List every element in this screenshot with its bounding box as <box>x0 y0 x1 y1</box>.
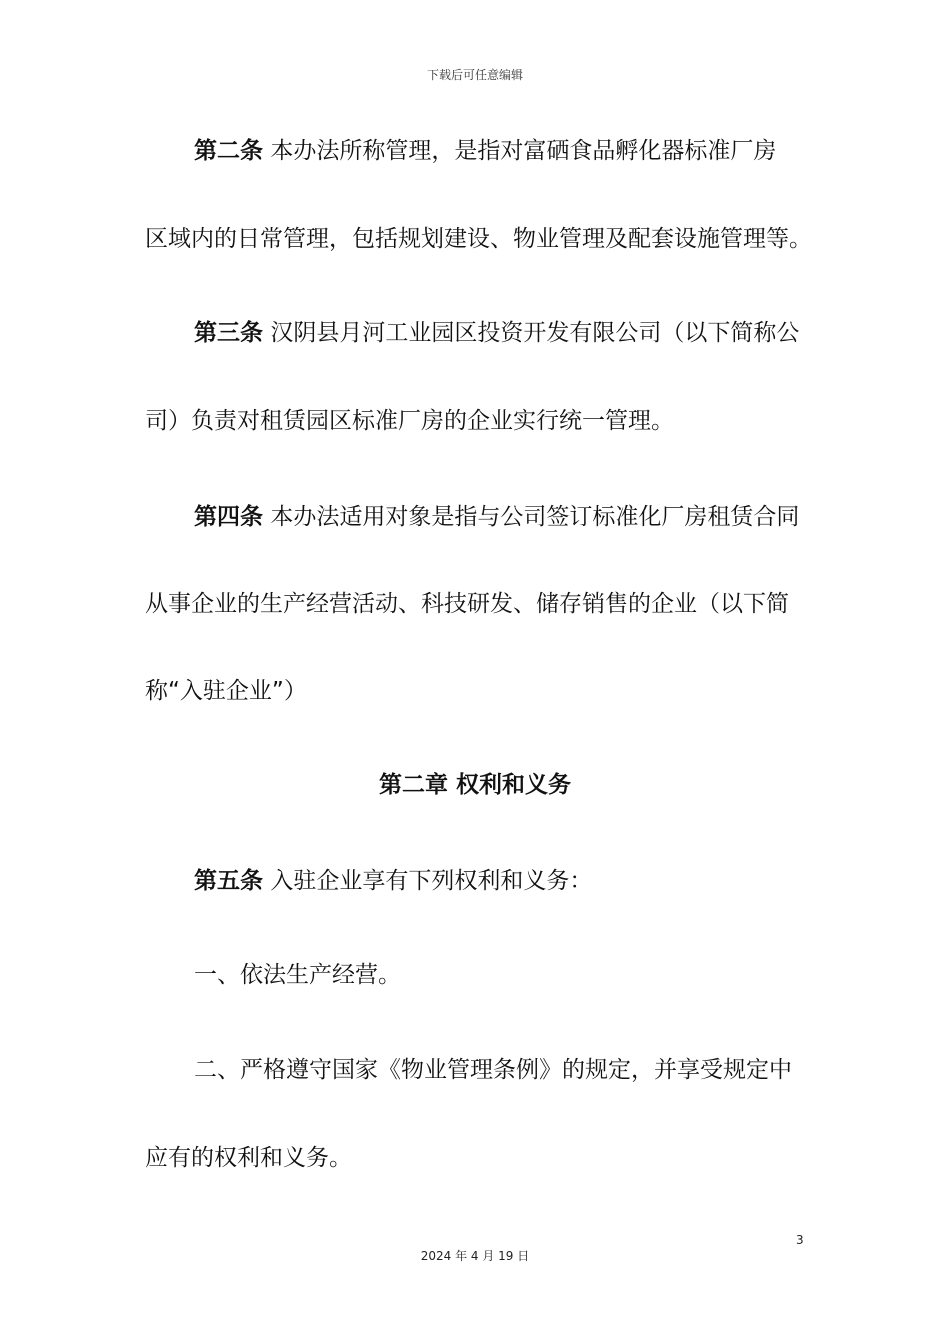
article-2-line-1 <box>194 136 776 166</box>
article-4-line-3: 称“入驻企业”） <box>145 678 307 704</box>
article-text: 本办法所称管理，是指对富硒食品孵化器标准厂房 <box>270 138 777 164</box>
article-4-line-2: 从事企业的生产经营活动、科技研发、储存销售的企业（以下简 <box>145 591 789 617</box>
article-5-line-1 <box>194 866 592 896</box>
page-number: 3 <box>796 1233 804 1247</box>
header-note: 下载后可任意编辑 <box>426 68 523 82</box>
article-3-line-2: 司）负责对租赁园区标准厂房的企业实行统一管理。 <box>145 408 674 434</box>
article-text: 本办法适用对象是指与公司签订标准化厂房租赁合同 <box>270 504 800 530</box>
item-2-line-2: 应有的权利和义务。 <box>145 1145 352 1171</box>
article-label: 第二条 <box>194 138 263 164</box>
article-3-line-1 <box>194 318 799 348</box>
article-text: 汉阴县月河工业园区投资开发有限公司（以下简称公 <box>270 320 800 346</box>
footer-date: 2024 年 4 月 19 日 <box>420 1249 530 1263</box>
article-label: 第四条 <box>194 504 263 530</box>
article-text: 入驻企业享有下列权利和义务： <box>270 868 593 894</box>
article-4-line-1 <box>194 502 799 532</box>
article-2-line-2: 区域内的日常管理，包括规划建设、物业管理及配套设施管理等。 <box>145 226 812 252</box>
article-label: 第三条 <box>194 320 263 346</box>
item-2-line-1: 二、严格遵守国家《物业管理条例》的规定，并享受规定中 <box>194 1057 792 1083</box>
article-label: 第五条 <box>194 868 263 894</box>
item-1: 一、依法生产经营。 <box>194 962 401 988</box>
chapter-title: 第二章 权利和义务 <box>378 772 571 798</box>
